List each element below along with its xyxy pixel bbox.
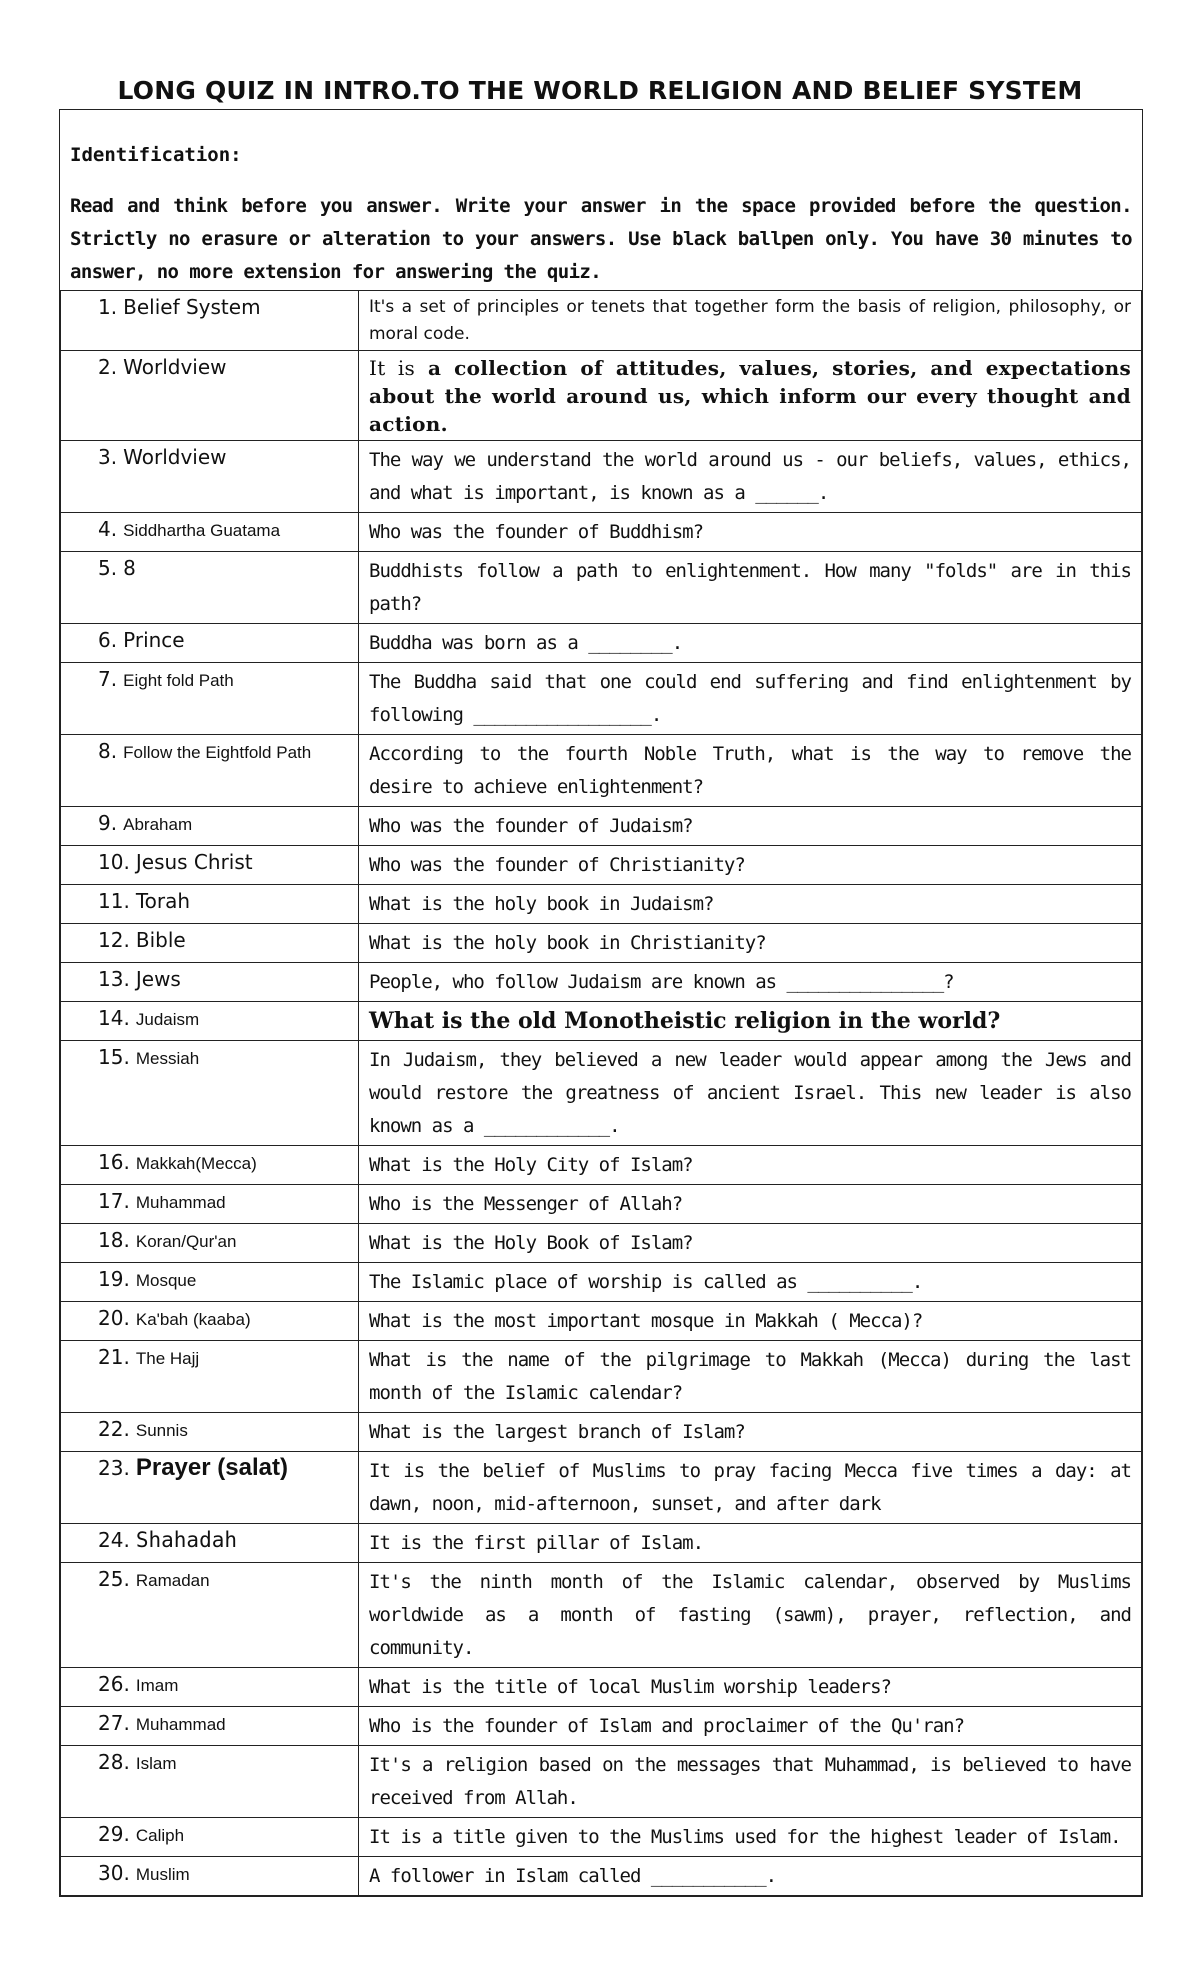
answer-cell xyxy=(61,924,359,963)
item-number: 20. xyxy=(98,1306,130,1330)
answer-cell xyxy=(61,1263,359,1302)
item-number: 2. xyxy=(98,355,118,379)
item-number: 27. xyxy=(98,1711,130,1735)
question-text: What is the Holy Book of Islam? xyxy=(369,1232,693,1254)
question-text: Who was the founder of Buddhism? xyxy=(369,521,704,543)
question-cell xyxy=(359,441,1142,513)
item-number: 25. xyxy=(98,1567,130,1591)
answer-text: Muhammad xyxy=(135,1193,226,1212)
quiz-row xyxy=(61,1524,1142,1563)
question-cell xyxy=(359,1563,1142,1668)
quiz-row xyxy=(61,552,1142,624)
question-text: What is the most important mosque in Makkah ( Mecca)? xyxy=(369,1310,923,1332)
answer-text: Belief System xyxy=(123,295,261,319)
quiz-row xyxy=(61,351,1142,441)
answer-text: Muslim xyxy=(135,1865,190,1884)
question-text: It's a religion based on the messages that Muhammad, is believed to have received from Allah. xyxy=(369,1754,1131,1809)
quiz-row xyxy=(61,1413,1142,1452)
question-cell xyxy=(359,807,1142,846)
question-cell xyxy=(359,924,1142,963)
question-cell xyxy=(359,1185,1142,1224)
answer-cell xyxy=(61,663,359,735)
answer-cell xyxy=(61,1668,359,1707)
answer-cell xyxy=(61,1524,359,1563)
question-cell xyxy=(359,1041,1142,1146)
quiz-row xyxy=(61,924,1142,963)
question-cell xyxy=(359,1746,1142,1818)
answer-text: Caliph xyxy=(135,1826,185,1845)
item-number: 29. xyxy=(98,1822,130,1846)
question-cell xyxy=(359,351,1142,441)
question-text: a collection of attitudes, values, stories, and expectations about the world around us, which inform our every thought and action. xyxy=(369,356,1131,436)
item-number: 6. xyxy=(98,628,118,652)
item-number: 7. xyxy=(98,667,118,691)
question-cell xyxy=(359,624,1142,663)
item-number: 26. xyxy=(98,1672,130,1696)
quiz-row xyxy=(61,1668,1142,1707)
answer-cell xyxy=(61,624,359,663)
question-text: The way we understand the world around us - our beliefs, values, ethics, and what is important, is known as a ______. xyxy=(369,449,1131,504)
answer-cell xyxy=(61,735,359,807)
question-cell xyxy=(359,963,1142,1002)
answer-text: Follow the Eightfold Path xyxy=(123,743,312,762)
item-number: 30. xyxy=(98,1861,130,1885)
answer-text: Islam xyxy=(135,1754,177,1773)
answer-cell xyxy=(61,1002,359,1041)
quiz-row xyxy=(61,735,1142,807)
answer-text: Jesus Christ xyxy=(135,850,253,874)
quiz-row xyxy=(61,1746,1142,1818)
answer-text: Abraham xyxy=(123,815,193,834)
question-cell xyxy=(359,885,1142,924)
quiz-row xyxy=(61,1563,1142,1668)
question-text: Who was the founder of Judaism? xyxy=(369,815,693,837)
answer-cell xyxy=(61,1563,359,1668)
answer-text: Jews xyxy=(135,967,181,991)
question-text: According to the fourth Noble Truth, what is the way to remove the desire to achieve enlightenment? xyxy=(369,743,1131,798)
answer-text: Ramadan xyxy=(135,1571,210,1590)
question-text: Buddhists follow a path to enlightenment. How many "folds" are in this path? xyxy=(369,560,1131,615)
question-cell xyxy=(359,663,1142,735)
answer-cell xyxy=(61,1146,359,1185)
item-number: 19. xyxy=(98,1267,130,1291)
item-number: 14. xyxy=(98,1006,130,1030)
question-text: It's a set of principles or tenets that together form the basis of religion, philosophy, or moral code. xyxy=(369,297,1131,344)
question-cell xyxy=(359,1452,1142,1524)
item-number: 22. xyxy=(98,1417,130,1441)
answer-cell xyxy=(61,552,359,624)
question-cell xyxy=(359,846,1142,885)
item-number: 24. xyxy=(98,1528,130,1552)
instructions-block xyxy=(60,110,1142,290)
question-text: What is the title of local Muslim worship leaders? xyxy=(369,1676,891,1698)
quiz-row xyxy=(61,1185,1142,1224)
question-cell xyxy=(359,1002,1142,1041)
quiz-row xyxy=(61,807,1142,846)
question-cell xyxy=(359,1224,1142,1263)
answer-cell xyxy=(61,1857,359,1896)
question-text: The Islamic place of worship is called as __________. xyxy=(369,1271,923,1293)
answer-text: Torah xyxy=(135,889,191,913)
item-number: 11. xyxy=(98,889,130,913)
answer-text: The Hajj xyxy=(135,1349,200,1368)
question-cell xyxy=(359,1818,1142,1857)
answer-text: Prince xyxy=(123,628,185,652)
quiz-row xyxy=(61,1002,1142,1041)
quiz-row xyxy=(61,1452,1142,1524)
quiz-row xyxy=(61,963,1142,1002)
item-number: 12. xyxy=(98,928,130,952)
quiz-row xyxy=(61,1041,1142,1146)
answer-cell xyxy=(61,846,359,885)
answer-cell xyxy=(61,1302,359,1341)
item-number: 9. xyxy=(98,811,118,835)
item-number: 17. xyxy=(98,1189,130,1213)
question-cell xyxy=(359,1302,1142,1341)
item-number: 13. xyxy=(98,967,130,991)
question-cell xyxy=(359,513,1142,552)
answer-text: Worldview xyxy=(123,445,227,469)
question-text: What is the Holy City of Islam? xyxy=(369,1154,693,1176)
question-text: People, who follow Judaism are known as _______________? xyxy=(369,971,954,993)
answer-text: Imam xyxy=(135,1676,179,1695)
item-number: 15. xyxy=(98,1045,130,1069)
question-cell xyxy=(359,1341,1142,1413)
question-cell xyxy=(359,1263,1142,1302)
quiz-row xyxy=(61,885,1142,924)
item-number: 16. xyxy=(98,1150,130,1174)
question-text: Who is the founder of Islam and proclaimer of the Qu'ran? xyxy=(369,1715,965,1737)
question-text: What is the holy book in Christianity? xyxy=(369,932,766,954)
answer-cell xyxy=(61,807,359,846)
quiz-row xyxy=(61,513,1142,552)
answer-text: Siddhartha Guatama xyxy=(123,521,281,540)
question-text: A follower in Islam called ___________. xyxy=(369,1865,777,1887)
question-prefix: It is xyxy=(369,356,416,380)
answer-text: Mosque xyxy=(135,1271,197,1290)
quiz-row xyxy=(61,663,1142,735)
question-text: It's the ninth month of the Islamic calendar, observed by Muslims worldwide as a month of fasting (sawm), prayer, reflection, and community. xyxy=(369,1571,1131,1659)
item-number: 3. xyxy=(98,445,118,469)
quiz-row xyxy=(61,1707,1142,1746)
quiz-row xyxy=(61,1857,1142,1896)
item-number: 4. xyxy=(98,517,118,541)
question-text: Who is the Messenger of Allah? xyxy=(369,1193,683,1215)
answer-text: Shahadah xyxy=(135,1528,238,1552)
question-text: What is the largest branch of Islam? xyxy=(369,1421,745,1443)
question-cell xyxy=(359,291,1142,351)
quiz-row xyxy=(61,624,1142,663)
question-cell xyxy=(359,735,1142,807)
question-cell xyxy=(359,1707,1142,1746)
question-text: What is the name of the pilgrimage to Makkah (Mecca) during the last month of the Islamic calendar? xyxy=(369,1349,1131,1404)
question-text: What is the holy book in Judaism? xyxy=(369,893,714,915)
question-text: It is a title given to the Muslims used for the highest leader of Islam. xyxy=(369,1826,1121,1848)
item-number: 10. xyxy=(98,850,130,874)
answer-cell xyxy=(61,351,359,441)
question-text: What is the old Monotheistic religion in the world? xyxy=(369,1008,1001,1034)
answer-cell xyxy=(61,1185,359,1224)
question-cell xyxy=(359,1413,1142,1452)
answer-cell xyxy=(61,441,359,513)
answer-text: 8 xyxy=(123,556,136,580)
question-cell xyxy=(359,552,1142,624)
quiz-row xyxy=(61,1146,1142,1185)
answer-cell xyxy=(61,1818,359,1857)
question-text: In Judaism, they believed a new leader would appear among the Jews and would restore the greatness of ancient Israel. This new leader is also known as a ____________. xyxy=(369,1049,1131,1137)
quiz-table xyxy=(60,290,1142,1896)
item-number: 28. xyxy=(98,1750,130,1774)
question-text: The Buddha said that one could end suffering and find enlightenment by following _________________. xyxy=(369,671,1131,726)
answer-text: Sunnis xyxy=(135,1421,188,1440)
item-number: 8. xyxy=(98,739,118,763)
answer-text: Messiah xyxy=(135,1049,200,1068)
quiz-frame xyxy=(59,109,1143,1897)
answer-cell xyxy=(61,963,359,1002)
quiz-row xyxy=(61,1263,1142,1302)
instructions-text: Read and think before you answer. Write your answer in the space provided before the question. Strictly no erasure or alteration to your answers. Use black ballpen only. You have 30 minutes to answer, no more extension for answering the quiz. xyxy=(70,195,1132,283)
answer-text: Eight fold Path xyxy=(123,671,234,690)
question-text: It is the belief of Muslims to pray facing Mecca five times a day: at dawn, noon, mid-afternoon, sunset, and after dark xyxy=(369,1460,1131,1515)
answer-text: Koran/Qur'an xyxy=(135,1232,237,1251)
question-cell xyxy=(359,1524,1142,1563)
item-number: 18. xyxy=(98,1228,130,1252)
question-text: Who was the founder of Christianity? xyxy=(369,854,745,876)
answer-cell xyxy=(61,513,359,552)
answer-text: Ka'bah (kaaba) xyxy=(135,1310,251,1329)
quiz-row xyxy=(61,441,1142,513)
quiz-row xyxy=(61,291,1142,351)
question-cell xyxy=(359,1668,1142,1707)
answer-cell xyxy=(61,1707,359,1746)
answer-cell xyxy=(61,1341,359,1413)
answer-cell xyxy=(61,1413,359,1452)
answer-cell xyxy=(61,885,359,924)
item-number: 1. xyxy=(98,295,118,319)
question-text: Buddha was born as a ________. xyxy=(369,632,683,654)
answer-text: Prayer (salat) xyxy=(135,1454,288,1481)
item-number: 5. xyxy=(98,556,118,580)
quiz-row xyxy=(61,846,1142,885)
quiz-row xyxy=(61,1302,1142,1341)
answer-cell xyxy=(61,291,359,351)
section-heading: Identification: xyxy=(70,144,242,166)
answer-text: Bible xyxy=(135,928,186,952)
question-cell xyxy=(359,1146,1142,1185)
answer-text: Worldview xyxy=(123,355,227,379)
question-text: It is the first pillar of Islam. xyxy=(369,1532,704,1554)
item-number: 23. xyxy=(98,1456,130,1480)
answer-text: Judaism xyxy=(135,1010,200,1029)
answer-cell xyxy=(61,1746,359,1818)
quiz-title: LONG QUIZ IN INTRO.TO THE WORLD RELIGION AND BELIEF SYSTEM xyxy=(117,76,1083,105)
answer-cell xyxy=(61,1041,359,1146)
answer-cell xyxy=(61,1224,359,1263)
quiz-row xyxy=(61,1818,1142,1857)
answer-text: Makkah(Mecca) xyxy=(135,1154,257,1173)
quiz-row xyxy=(61,1224,1142,1263)
quiz-row xyxy=(61,1341,1142,1413)
answer-text: Muhammad xyxy=(135,1715,226,1734)
item-number: 21. xyxy=(98,1345,130,1369)
answer-cell xyxy=(61,1452,359,1524)
question-cell xyxy=(359,1857,1142,1896)
